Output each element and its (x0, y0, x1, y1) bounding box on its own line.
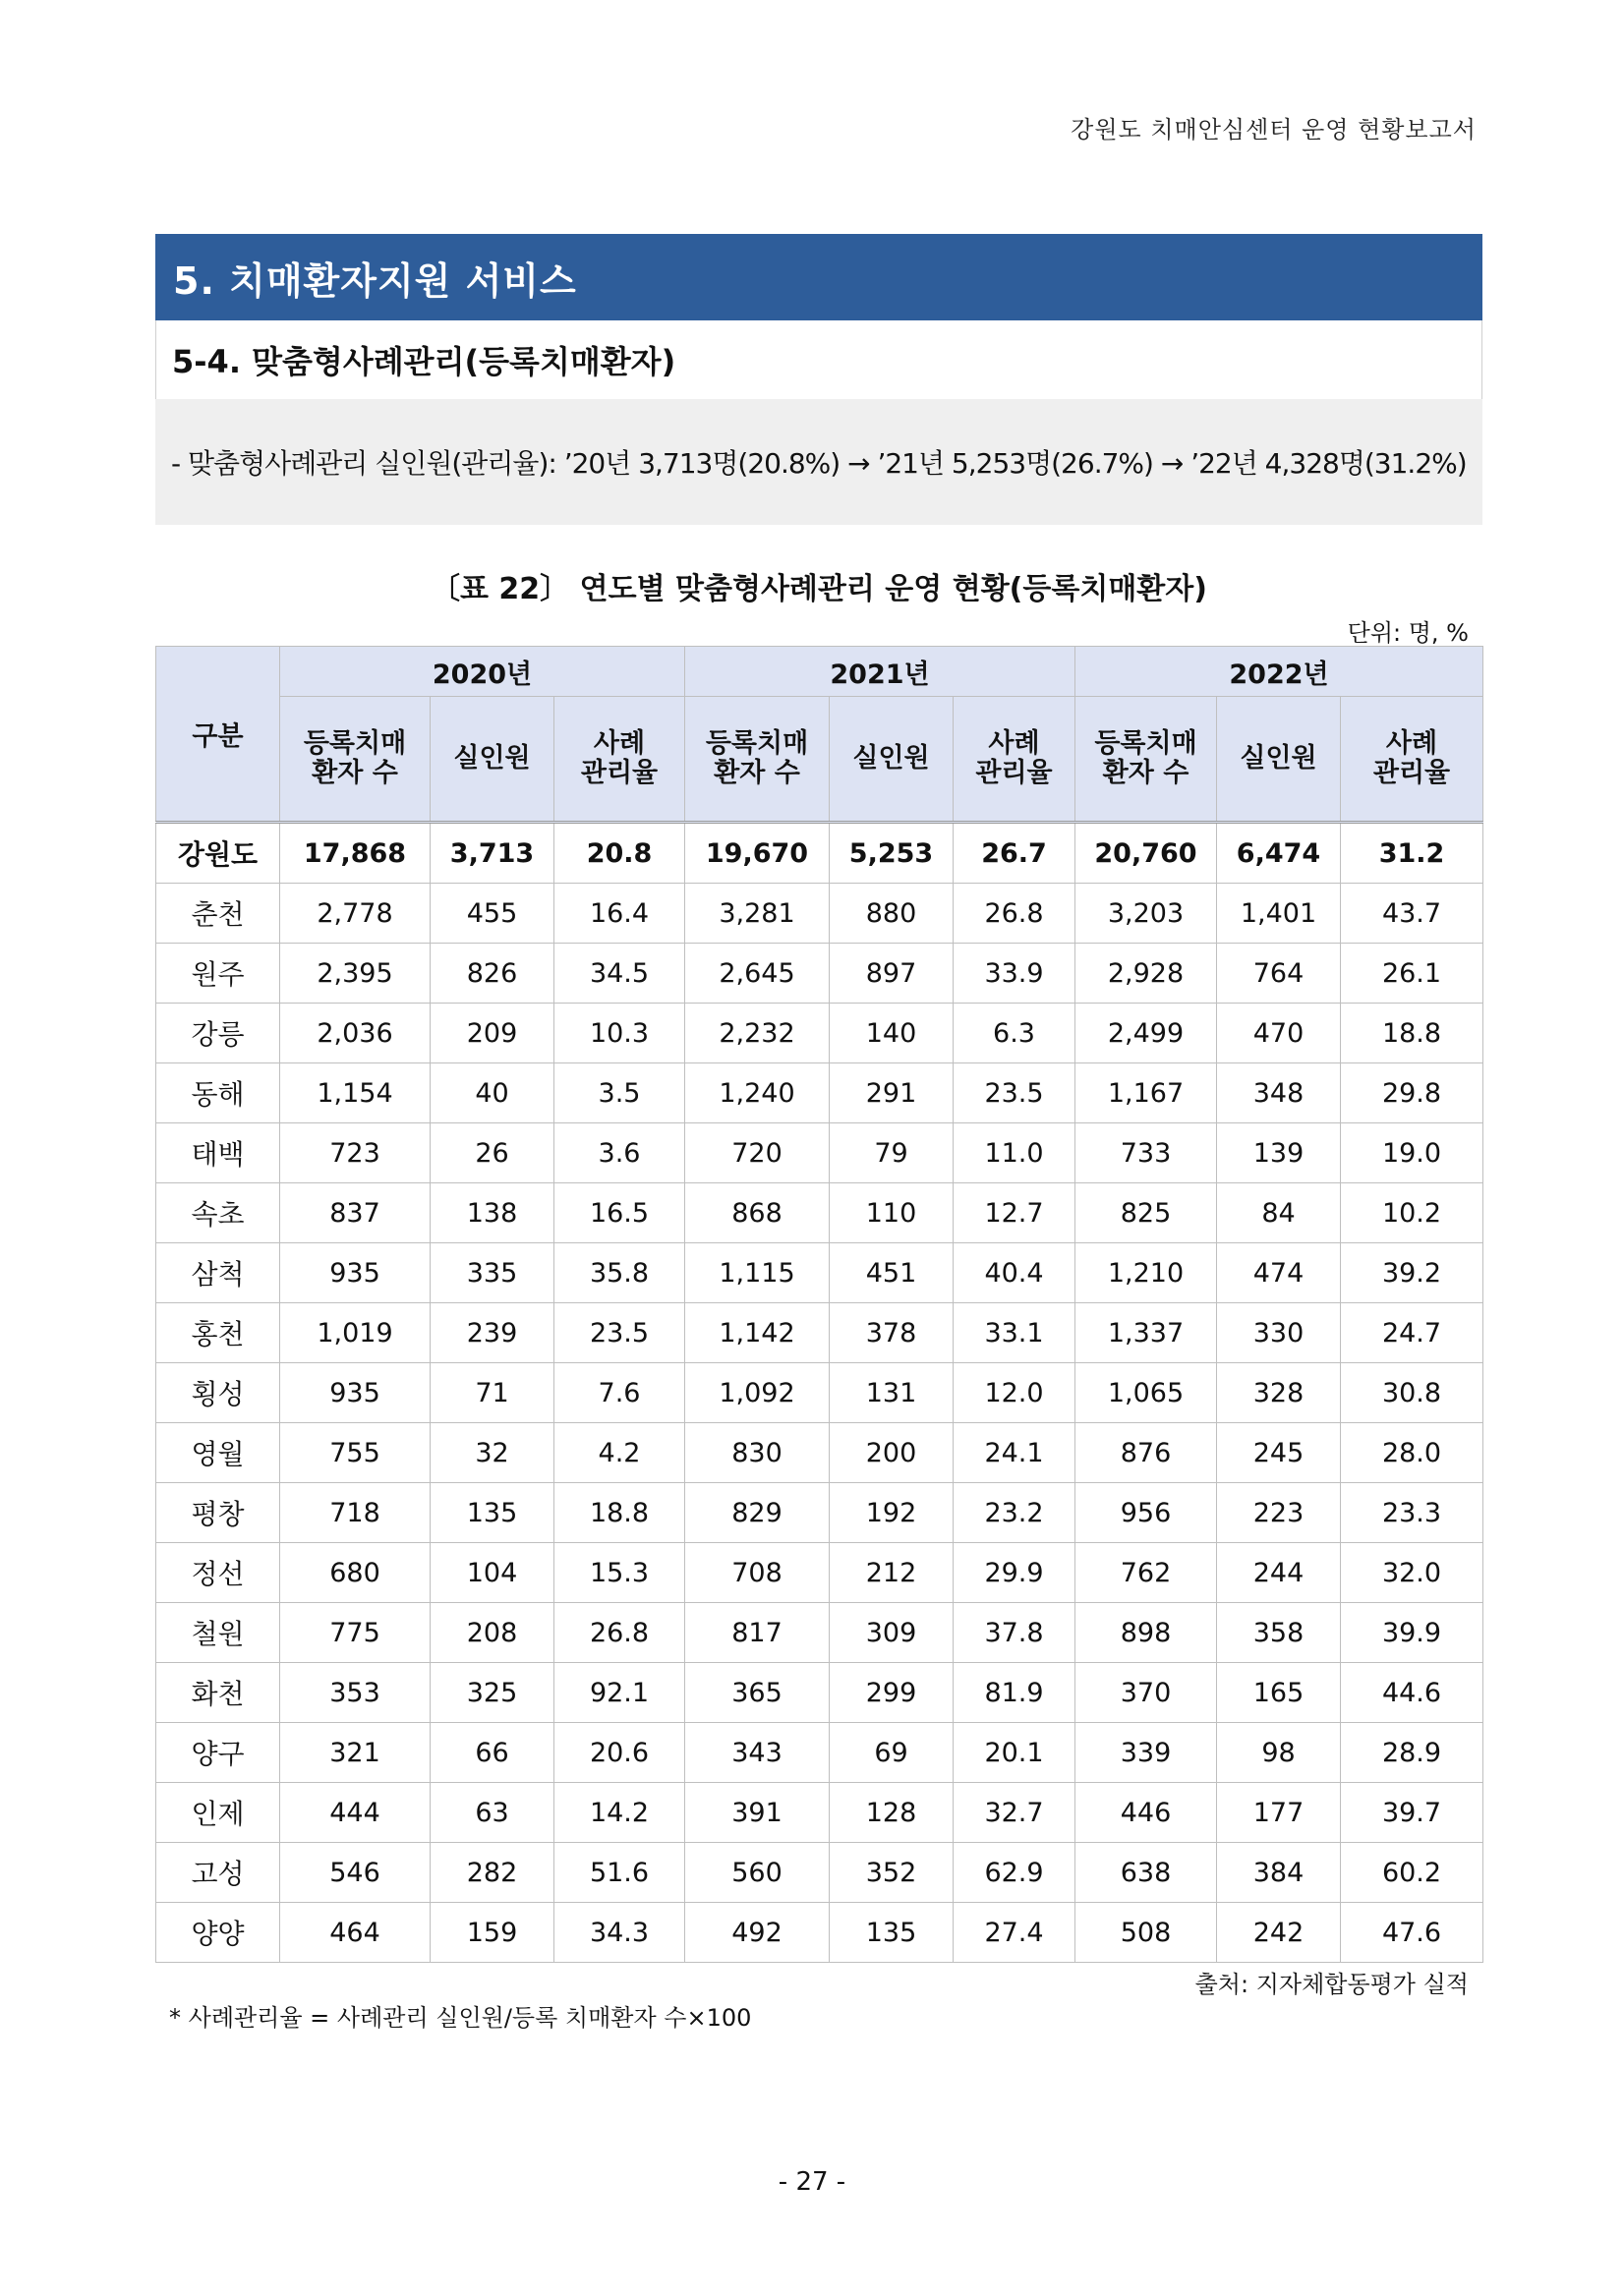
table-cell: 1,142 (685, 1303, 830, 1363)
table-cell: 138 (431, 1183, 554, 1243)
table-cell: 212 (830, 1543, 954, 1603)
table-cell: 26 (431, 1123, 554, 1183)
table-cell: 20,760 (1075, 823, 1217, 884)
table-cell: 492 (685, 1903, 830, 1963)
summary-text: - 맞춤형사례관리 실인원(관리율): ’20년 3,713명(20.8%) → ’21년 5,253명(26.7%) → ’22년 4,328명(31.2%) (171, 447, 1467, 480)
table-cell: 23.2 (954, 1483, 1075, 1543)
table-cell: 10.2 (1341, 1183, 1483, 1243)
table-cell: 79 (830, 1123, 954, 1183)
table-cell: 837 (280, 1183, 431, 1243)
table-cell: 370 (1075, 1663, 1217, 1723)
table-cell: 384 (1217, 1843, 1341, 1903)
table-cell: 2,036 (280, 1004, 431, 1063)
table-cell: 20.6 (554, 1723, 685, 1783)
table-cell: 33.1 (954, 1303, 1075, 1363)
table-cell: 2,645 (685, 944, 830, 1004)
region-name: 영월 (156, 1423, 280, 1483)
table-cell: 2,778 (280, 884, 431, 944)
table-cell: 330 (1217, 1303, 1341, 1363)
table-cell: 34.3 (554, 1903, 685, 1963)
table-cell: 18.8 (1341, 1004, 1483, 1063)
table-cell: 17,868 (280, 823, 431, 884)
table-cell: 35.8 (554, 1243, 685, 1303)
table-cell: 19.0 (1341, 1123, 1483, 1183)
sub-header-managed: 실인원 (431, 697, 554, 823)
table-cell: 1,401 (1217, 884, 1341, 944)
table-cell: 69 (830, 1723, 954, 1783)
table-cell: 455 (431, 884, 554, 944)
sub-header-rate: 사례 관리율 (1341, 697, 1483, 823)
table-cell: 7.6 (554, 1363, 685, 1423)
table-cell: 2,499 (1075, 1004, 1217, 1063)
table-cell: 2,395 (280, 944, 431, 1004)
table-cell: 830 (685, 1423, 830, 1483)
table-cell: 353 (280, 1663, 431, 1723)
table-cell: 239 (431, 1303, 554, 1363)
table-cell: 638 (1075, 1843, 1217, 1903)
table-cell: 135 (830, 1903, 954, 1963)
table-cell: 464 (280, 1903, 431, 1963)
table-cell: 328 (1217, 1363, 1341, 1423)
table-cell: 365 (685, 1663, 830, 1723)
table-row (156, 1843, 1483, 1903)
table-row (156, 1663, 1483, 1723)
region-name: 삼척 (156, 1243, 280, 1303)
region-name: 화천 (156, 1663, 280, 1723)
table-cell: 39.7 (1341, 1783, 1483, 1843)
table-cell: 11.0 (954, 1123, 1075, 1183)
table-cell: 708 (685, 1543, 830, 1603)
table-cell: 40.4 (954, 1243, 1075, 1303)
table-cell: 898 (1075, 1603, 1217, 1663)
table-cell: 110 (830, 1183, 954, 1243)
region-name: 정선 (156, 1543, 280, 1603)
table-cell: 299 (830, 1663, 954, 1723)
table-cell: 60.2 (1341, 1843, 1483, 1903)
table-cell: 34.5 (554, 944, 685, 1004)
table-cell: 62.9 (954, 1843, 1075, 1903)
year-header: 2021년 (685, 647, 1075, 697)
region-name: 철원 (156, 1603, 280, 1663)
table-cell: 16.5 (554, 1183, 685, 1243)
table-cell: 6,474 (1217, 823, 1341, 884)
table-cell: 775 (280, 1603, 431, 1663)
table-cell: 33.9 (954, 944, 1075, 1004)
table-row (156, 1603, 1483, 1663)
table-row (156, 1783, 1483, 1843)
table-cell: 764 (1217, 944, 1341, 1004)
table-cell: 209 (431, 1004, 554, 1063)
table-cell: 16.4 (554, 884, 685, 944)
table-cell: 92.1 (554, 1663, 685, 1723)
table-cell: 84 (1217, 1183, 1341, 1243)
year-header: 2022년 (1075, 647, 1483, 697)
table-cell: 98 (1217, 1723, 1341, 1783)
table-cell: 159 (431, 1903, 554, 1963)
table-row (156, 1903, 1483, 1963)
region-name: 홍천 (156, 1303, 280, 1363)
table-row (156, 1183, 1483, 1243)
table-cell: 956 (1075, 1483, 1217, 1543)
table-cell: 6.3 (954, 1004, 1075, 1063)
table-cell: 12.7 (954, 1183, 1075, 1243)
table-cell: 200 (830, 1423, 954, 1483)
sub-header-registered: 등록치매 환자 수 (1075, 697, 1217, 823)
table-cell: 378 (830, 1303, 954, 1363)
case-management-table (155, 646, 1483, 1963)
table-row (156, 1423, 1483, 1483)
table-cell: 28.0 (1341, 1423, 1483, 1483)
table-row (156, 1243, 1483, 1303)
table-cell: 192 (830, 1483, 954, 1543)
table-cell: 335 (431, 1243, 554, 1303)
year-header: 2020년 (280, 647, 685, 697)
sub-header-managed: 실인원 (830, 697, 954, 823)
table-cell: 720 (685, 1123, 830, 1183)
table-cell: 29.8 (1341, 1063, 1483, 1123)
table-cell: 325 (431, 1663, 554, 1723)
summary-box (155, 399, 1482, 525)
table-cell: 348 (1217, 1063, 1341, 1123)
table-cell: 718 (280, 1483, 431, 1543)
table-cell: 43.7 (1341, 884, 1483, 944)
region-name: 양양 (156, 1903, 280, 1963)
table-body (156, 823, 1483, 1963)
region-name: 춘천 (156, 884, 280, 944)
table-cell: 935 (280, 1363, 431, 1423)
table-cell: 3.6 (554, 1123, 685, 1183)
table-row (156, 1363, 1483, 1423)
table-cell: 135 (431, 1483, 554, 1543)
table-cell: 508 (1075, 1903, 1217, 1963)
table-cell: 2,232 (685, 1004, 830, 1063)
table-cell: 762 (1075, 1543, 1217, 1603)
table-cell: 352 (830, 1843, 954, 1903)
table-cell: 391 (685, 1783, 830, 1843)
table-cell: 1,019 (280, 1303, 431, 1363)
table-cell: 23.5 (954, 1063, 1075, 1123)
table-cell: 31.2 (1341, 823, 1483, 884)
page-number: - 27 - (778, 2167, 846, 2197)
table-cell: 18.8 (554, 1483, 685, 1543)
table-cell: 26.1 (1341, 944, 1483, 1004)
table-cell: 680 (280, 1543, 431, 1603)
table-cell: 4.2 (554, 1423, 685, 1483)
table-cell: 30.8 (1341, 1363, 1483, 1423)
table-cell: 47.6 (1341, 1903, 1483, 1963)
table-cell: 470 (1217, 1004, 1341, 1063)
table-cell: 876 (1075, 1423, 1217, 1483)
region-name: 양구 (156, 1723, 280, 1783)
table-cell: 343 (685, 1723, 830, 1783)
table-cell: 63 (431, 1783, 554, 1843)
table-cell: 829 (685, 1483, 830, 1543)
table-cell: 826 (431, 944, 554, 1004)
table-cell: 23.5 (554, 1303, 685, 1363)
table-cell: 1,092 (685, 1363, 830, 1423)
table-cell: 32 (431, 1423, 554, 1483)
table-cell: 3.5 (554, 1063, 685, 1123)
section-title-bar: 5. 치매환자지원 서비스 (155, 234, 1482, 320)
total-row (156, 823, 1483, 884)
region-name: 횡성 (156, 1363, 280, 1423)
table-cell: 3,203 (1075, 884, 1217, 944)
sub-header-registered: 등록치매 환자 수 (280, 697, 431, 823)
table-cell: 40 (431, 1063, 554, 1123)
table-cell: 446 (1075, 1783, 1217, 1843)
table-cell: 897 (830, 944, 954, 1004)
table-cell: 3,281 (685, 884, 830, 944)
table-cell: 39.2 (1341, 1243, 1483, 1303)
region-name: 인제 (156, 1783, 280, 1843)
table-cell: 474 (1217, 1243, 1341, 1303)
table-cell: 723 (280, 1123, 431, 1183)
region-name: 평창 (156, 1483, 280, 1543)
table-cell: 27.4 (954, 1903, 1075, 1963)
table-row (156, 1004, 1483, 1063)
table-cell: 5,253 (830, 823, 954, 884)
table-cell: 81.9 (954, 1663, 1075, 1723)
table-cell: 131 (830, 1363, 954, 1423)
table-cell: 66 (431, 1723, 554, 1783)
table-cell: 880 (830, 884, 954, 944)
table-cell: 291 (830, 1063, 954, 1123)
sub-header-row (156, 697, 1483, 823)
table-cell: 12.0 (954, 1363, 1075, 1423)
region-name: 원주 (156, 944, 280, 1004)
unit-label: 단위: 명, % (1347, 619, 1469, 647)
table-cell: 23.3 (1341, 1483, 1483, 1543)
region-name: 속초 (156, 1183, 280, 1243)
region-name: 고성 (156, 1843, 280, 1903)
running-header: 강원도 치매안심센터 운영 현황보고서 (1071, 116, 1477, 144)
subsection-title: 5-4. 맞춤형사례관리(등록치매환자) (155, 320, 1482, 399)
table-cell: 71 (431, 1363, 554, 1423)
table-cell: 309 (830, 1603, 954, 1663)
table-cell: 139 (1217, 1123, 1341, 1183)
region-name: 강릉 (156, 1004, 280, 1063)
table-cell: 26.8 (554, 1603, 685, 1663)
sub-header-managed: 실인원 (1217, 697, 1341, 823)
footnote: * 사례관리율 = 사례관리 실인원/등록 치매환자 수×100 (169, 2004, 752, 2032)
table-row (156, 1483, 1483, 1543)
table-cell: 29.9 (954, 1543, 1075, 1603)
table-cell: 1,337 (1075, 1303, 1217, 1363)
table-cell: 165 (1217, 1663, 1341, 1723)
sub-header-rate: 사례 관리율 (954, 697, 1075, 823)
table-cell: 26.8 (954, 884, 1075, 944)
table-cell: 24.1 (954, 1423, 1075, 1483)
table-caption: 〔표 22〕 연도별 맞춤형사례관리 운영 현황(등록치매환자) (431, 572, 1207, 606)
table-row (156, 1303, 1483, 1363)
table-cell: 24.7 (1341, 1303, 1483, 1363)
table-cell: 10.3 (554, 1004, 685, 1063)
table-cell: 245 (1217, 1423, 1341, 1483)
table-cell: 817 (685, 1603, 830, 1663)
year-header-row (156, 647, 1483, 697)
table-cell: 3,713 (431, 823, 554, 884)
table-row (156, 1723, 1483, 1783)
table-row (156, 884, 1483, 944)
sub-header-registered: 등록치매 환자 수 (685, 697, 830, 823)
table-cell: 44.6 (1341, 1663, 1483, 1723)
table-cell: 28.9 (1341, 1723, 1483, 1783)
table-row (156, 944, 1483, 1004)
table-cell: 128 (830, 1783, 954, 1843)
table-cell: 104 (431, 1543, 554, 1603)
table-cell: 51.6 (554, 1843, 685, 1903)
table-cell: 2,928 (1075, 944, 1217, 1004)
table-cell: 282 (431, 1843, 554, 1903)
region-name: 태백 (156, 1123, 280, 1183)
sub-header-rate: 사례 관리율 (554, 697, 685, 823)
table-cell: 223 (1217, 1483, 1341, 1543)
table-cell: 339 (1075, 1723, 1217, 1783)
table-row (156, 1063, 1483, 1123)
table-cell: 755 (280, 1423, 431, 1483)
table-row (156, 1543, 1483, 1603)
table-cell: 935 (280, 1243, 431, 1303)
region-name: 강원도 (156, 823, 280, 884)
table-cell: 1,115 (685, 1243, 830, 1303)
table-cell: 20.1 (954, 1723, 1075, 1783)
table-cell: 1,210 (1075, 1243, 1217, 1303)
table-cell: 20.8 (554, 823, 685, 884)
table-cell: 15.3 (554, 1543, 685, 1603)
table-cell: 1,154 (280, 1063, 431, 1123)
table-cell: 37.8 (954, 1603, 1075, 1663)
table-cell: 546 (280, 1843, 431, 1903)
table-cell: 444 (280, 1783, 431, 1843)
table-cell: 825 (1075, 1183, 1217, 1243)
table-cell: 39.9 (1341, 1603, 1483, 1663)
table-cell: 32.0 (1341, 1543, 1483, 1603)
table-cell: 358 (1217, 1603, 1341, 1663)
table-cell: 560 (685, 1843, 830, 1903)
table-row (156, 1123, 1483, 1183)
table-cell: 733 (1075, 1123, 1217, 1183)
table-cell: 26.7 (954, 823, 1075, 884)
table-cell: 1,065 (1075, 1363, 1217, 1423)
region-name: 동해 (156, 1063, 280, 1123)
table-cell: 1,240 (685, 1063, 830, 1123)
source-note: 출처: 지자체합동평가 실적 (1194, 1971, 1469, 1998)
table-cell: 177 (1217, 1783, 1341, 1843)
table-cell: 32.7 (954, 1783, 1075, 1843)
table-cell: 321 (280, 1723, 431, 1783)
table-cell: 140 (830, 1004, 954, 1063)
table-cell: 1,167 (1075, 1063, 1217, 1123)
table-cell: 208 (431, 1603, 554, 1663)
table-cell: 19,670 (685, 823, 830, 884)
table-cell: 14.2 (554, 1783, 685, 1843)
table-cell: 451 (830, 1243, 954, 1303)
table-cell: 244 (1217, 1543, 1341, 1603)
category-header: 구분 (156, 647, 280, 823)
table-cell: 868 (685, 1183, 830, 1243)
table-cell: 242 (1217, 1903, 1341, 1963)
